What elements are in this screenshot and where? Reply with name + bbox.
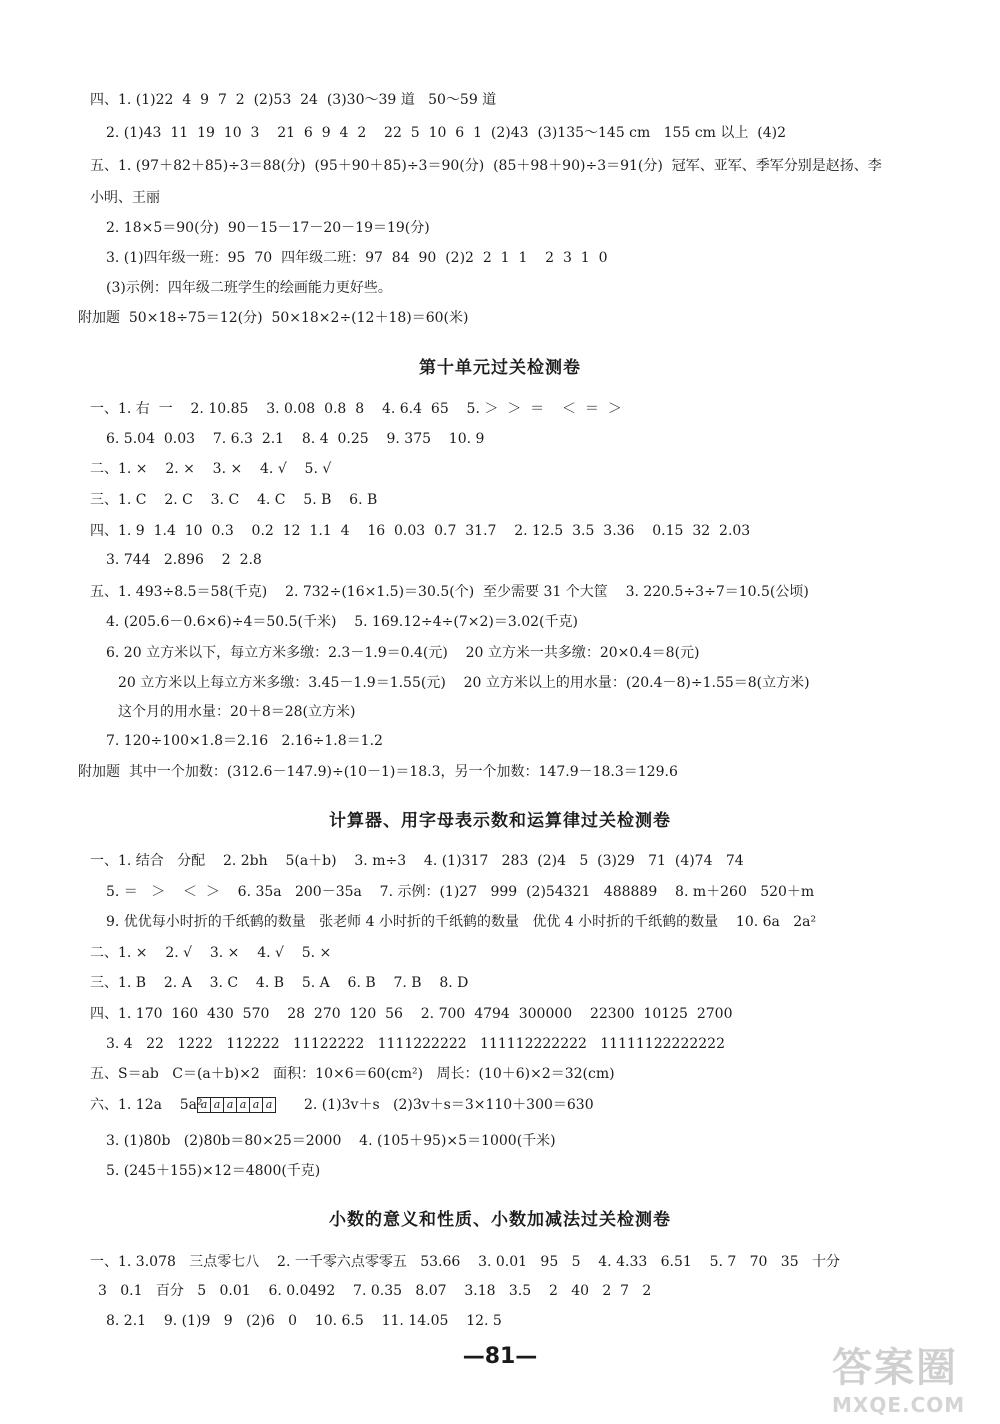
answer-line: 5. (245＋155)×12＝4800(千克)	[106, 1163, 321, 1179]
answer-line: 这个月的用水量：20＋8＝28(立方米)	[118, 704, 356, 720]
answer-line: 2. 18×5＝90(分) 90－15－17－20－19＝19(分)	[106, 220, 430, 236]
answer-line: 2. (1)3v＋s (2)3v＋s＝3×110＋300＝630	[304, 1097, 594, 1113]
answer-line: 小明、王丽	[90, 190, 160, 206]
answer-line: 2. (1)43 11 19 10 3 21 6 9 4 2 22 5 10 6 1 (2)43 (3)135～145 cm 155 cm 以上 (4)2	[106, 125, 787, 141]
answer-line: 6. 20 立方米以下，每立方米多缴：2.3－1.9＝0.4(元) 20 立方米一共多缴：20×0.4＝8(元)	[106, 645, 700, 661]
section-title: 小数的意义和性质、小数加减法过关检测卷	[329, 1210, 671, 1230]
answer-line: 一、1. 3.078 三点零七八 2. 一千零六点零零五 53.66 3. 0.01 95 5 4. 4.33 6.51 5. 7 70 35 十分	[90, 1254, 840, 1270]
page-number: —81—	[462, 1344, 538, 1369]
answer-line: 3. (1)四年级一班：95 70 四年级二班：97 84 90 (2)2 2 1 1 2 3 1 0	[106, 250, 608, 266]
section-title: 计算器、用字母表示数和运算律过关检测卷	[329, 811, 671, 831]
watermark-sub: MXQE.COM	[832, 1393, 966, 1417]
answer-line: 4. (205.6－0.6×6)÷4＝50.5(千米) 5. 169.12÷4÷(7×2)＝3.02(千克)	[106, 614, 578, 630]
letter-box: a	[223, 1097, 237, 1113]
letter-box: a	[197, 1097, 211, 1113]
answer-line: 附加题 其中一个加数：(312.6－147.9)÷(10－1)＝18.3，另一个加数：147.9－18.3＝129.6	[78, 764, 678, 780]
answer-line: 四、1. 9 1.4 10 0.3 0.2 12 1.1 4 16 0.03 0.7 31.7 2. 12.5 3.5 3.36 0.15 32 2.03	[90, 523, 751, 539]
answer-line: 三、1. C 2. C 3. C 4. C 5. B 6. B	[90, 492, 378, 508]
watermark-main: 答案圈	[832, 1345, 958, 1391]
answer-line: 二、1. × 2. √ 3. × 4. √ 5. ×	[90, 945, 332, 961]
letter-boxes	[198, 1097, 276, 1113]
answer-line: 四、1. 170 160 430 570 28 270 120 56 2. 700 4794 300000 22300 10125 2700	[90, 1006, 733, 1022]
section-title: 第十单元过关检测卷	[419, 358, 581, 378]
answer-line: 3. (1)80b (2)80b＝80×25＝2000 4. (105＋95)×5＝1000(千米)	[106, 1133, 556, 1149]
answer-line: 六、1. 12a 5a²	[90, 1097, 203, 1113]
answer-line: (3)示例：四年级二班学生的绘画能力更好些。	[106, 280, 392, 296]
watermark-logo	[832, 1336, 982, 1418]
letter-box: a	[249, 1097, 263, 1113]
answer-line: 五、1. 493÷8.5＝58(千克) 2. 732÷(16×1.5)＝30.5(个) 至少需要 31 个大筐 3. 220.5÷3÷7＝10.5(公顷)	[90, 584, 809, 600]
letter-box: a	[236, 1097, 250, 1113]
answer-line: 五、1. (97＋82＋85)÷3＝88(分) (95＋90＋85)÷3＝90(分) (85＋98＋90)÷3＝91(分) 冠军、亚军、季军分别是赵扬、李	[90, 158, 882, 174]
letter-box: a	[262, 1097, 276, 1113]
answer-line: 9. 优优每小时折的千纸鹤的数量 张老师 4 小时折的千纸鹤的数量 优优 4 小时折的千纸鹤的数量 10. 6a 2a²	[106, 914, 817, 930]
answer-line: 20 立方米以上每立方米多缴：3.45－1.9＝1.55(元) 20 立方米以上的用水量：(20.4－8)÷1.55＝8(立方米)	[118, 675, 810, 691]
answer-line: 一、1. 右 一 2. 10.85 3. 0.08 0.8 8 4. 6.4 65 5. ＞ ＞ ＝ ＜ ＝ ＞	[90, 401, 622, 417]
answer-line: 3 0.1 百分 5 0.01 6. 0.0492 7. 0.35 8.07 3.18 3.5 2 40 2 7 2	[98, 1283, 652, 1299]
answer-line: 3. 744 2.896 2 2.8	[106, 552, 262, 568]
answer-line: 6. 5.04 0.03 7. 6.3 2.1 8. 4 0.25 9. 375 10. 9	[106, 431, 485, 447]
answer-line: 二、1. × 2. × 3. × 4. √ 5. √	[90, 461, 332, 477]
letter-box: a	[210, 1097, 224, 1113]
answer-line: 五、S＝ab C＝(a＋b)×2 面积：10×6＝60(cm²) 周长：(10＋6)×2＝32(cm)	[90, 1066, 615, 1082]
answer-line: 三、1. B 2. A 3. C 4. B 5. A 6. B 7. B 8. D	[90, 975, 469, 991]
answer-line: 附加题 50×18÷75＝12(分) 50×18×2÷(12＋18)＝60(米)	[78, 310, 469, 326]
answer-line: 8. 2.1 9. (1)9 9 (2)6 0 10. 6.5 11. 14.05 12. 5	[106, 1313, 502, 1329]
answer-line: 四、1. (1)22 4 9 7 2 (2)53 24 (3)30～39 道 50～59 道	[90, 92, 497, 108]
answer-line: 3. 4 22 1222 112222 11122222 1111222222 111112222222 11111122222222	[106, 1036, 725, 1052]
answer-line: 5. ＝ ＞ ＜ ＞ 6. 35a 200－35a 7. 示例：(1)27 999 (2)54321 488889 8. m＋260 520＋m	[106, 884, 815, 900]
answer-line: 7. 120÷100×1.8＝2.16 2.16÷1.8＝1.2	[106, 733, 383, 749]
answer-line: 一、1. 结合 分配 2. 2bh 5(a＋b) 3. m÷3 4. (1)317 283 (2)4 5 (3)29 71 (4)74 74	[90, 853, 744, 869]
